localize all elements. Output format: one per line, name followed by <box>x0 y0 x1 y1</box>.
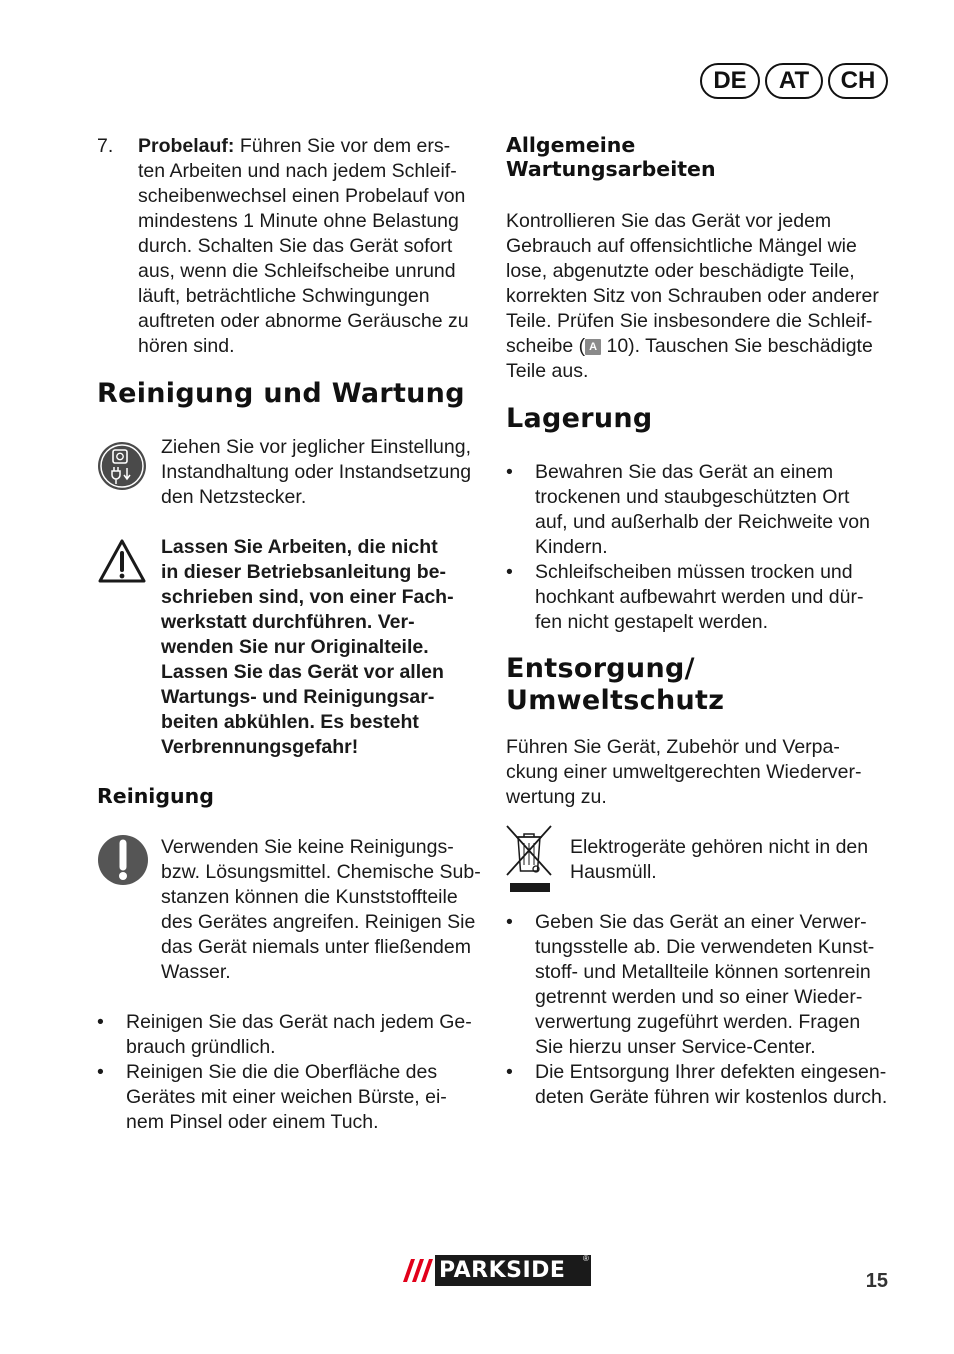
list-item-line: stoff- und Metallteile können sortenrein <box>535 961 871 983</box>
country-badge-de: DE <box>700 63 760 99</box>
unplug-icon <box>97 441 147 491</box>
list-item <box>506 910 906 1060</box>
figure-ref-badge: A <box>585 339 601 355</box>
list-item <box>506 460 906 560</box>
list-item-line: getrennt werden und so einer Wieder- <box>535 986 863 1008</box>
text-line: korrekten Sitz von Schrauben oder anderer <box>506 285 879 307</box>
list-item-line: hochkant aufbewahrt werden und dür- <box>535 586 864 608</box>
warning-line: in dieser Betriebsanleitung be- <box>161 561 446 583</box>
bullet: • <box>506 911 513 933</box>
text-line: wertung zu. <box>506 786 607 808</box>
storage-bullet-list <box>506 460 906 635</box>
list-item-line: Geben Sie das Gerät an einer Verwer- <box>535 911 867 933</box>
registered-mark: ® <box>583 1254 589 1263</box>
country-badge-ch: CH <box>828 63 888 99</box>
step-text-line: scheibenwechsel einen Probelauf von <box>138 185 466 207</box>
step-text-line: durch. Schalten Sie das Gerät sofort <box>138 235 453 257</box>
country-badge-at: AT <box>765 63 823 99</box>
text-line: 10). Tauschen Sie beschädigte <box>601 335 873 357</box>
note-line: stanzen können die Kunststoffteile <box>161 886 458 908</box>
bullet: • <box>97 1011 104 1033</box>
list-item <box>506 560 906 635</box>
warning-text <box>161 535 491 760</box>
list-item-line: trockenen und staubgeschützten Ort <box>535 486 850 508</box>
parkside-logo <box>399 1255 591 1286</box>
note-line: Instandhaltung oder Instandsetzung <box>161 461 472 483</box>
note-line: Elektrogeräte gehören nicht in den <box>570 836 869 858</box>
bullet: • <box>506 461 513 483</box>
page-number: 15 <box>865 1270 888 1292</box>
text-line: Kontrollieren Sie das Gerät vor jedem <box>506 210 832 232</box>
step-title: Probelauf: <box>138 135 235 157</box>
heading-line: Entsorgung/ <box>506 653 695 684</box>
text-line: Führen Sie Gerät, Zubehör und Verpa- <box>506 736 840 758</box>
warning-line: beiten abkühlen. Es besteht <box>161 711 419 733</box>
list-item-line: auf, und außerhalb der Reichweite von <box>535 511 870 533</box>
note-line: Verwenden Sie keine Reinigungs- <box>161 836 454 858</box>
list-item-line: Reinigen Sie die die Oberfläche des <box>126 1061 438 1083</box>
list-item <box>506 1060 906 1110</box>
step-text-line: ten Arbeiten und nach jedem Schleif- <box>138 160 457 182</box>
step-text-line: Führen Sie vor dem ers- <box>234 135 451 157</box>
note-line: des Gerätes angreifen. Reinigen Sie <box>161 911 476 933</box>
exclamation-icon <box>97 834 149 886</box>
list-item-line: nem Pinsel oder einem Tuch. <box>126 1111 379 1133</box>
warning-line: Lassen Sie das Gerät vor allen <box>161 661 444 683</box>
note-line: bzw. Lösungsmittel. Chemische Sub- <box>161 861 481 883</box>
list-item-line: deten Geräte führen wir kostenlos durch. <box>535 1086 888 1108</box>
list-item-line: fen nicht gestapelt werden. <box>535 611 769 633</box>
warning-line: werkstatt durchführen. Ver- <box>161 611 415 633</box>
step-text-line: aus, wenn die Schleifscheibe unrund <box>138 260 456 282</box>
list-item-line: Bewahren Sie das Gerät an einem <box>535 461 834 483</box>
heading-general-maintenance <box>506 133 716 181</box>
text-line: Gebrauch auf offensichtliche Mängel wie <box>506 235 857 257</box>
text-line: lose, abgenutzte oder beschädigte Teile, <box>506 260 855 282</box>
list-item-line: Reinigen Sie das Gerät nach jedem Ge- <box>126 1011 472 1033</box>
list-item-line: tungsstelle ab. Die verwendeten Kunst- <box>535 936 875 958</box>
step-text-line: auftreten oder abnorme Geräusche zu <box>138 310 469 332</box>
list-item <box>97 1060 487 1135</box>
warning-line: Lassen Sie Arbeiten, die nicht <box>161 536 438 558</box>
heading-disposal <box>506 653 724 717</box>
heading-cleaning: Reinigung <box>97 784 214 808</box>
list-item-line: Schleifscheiben müssen trocken und <box>535 561 853 583</box>
stripes-icon <box>399 1255 435 1286</box>
list-item <box>97 1010 487 1060</box>
disposal-bullet-list <box>506 910 906 1110</box>
text-line: scheibe ( <box>506 335 586 357</box>
maintenance-text <box>506 209 906 384</box>
list-item-line: Sie hierzu unser Service-Center. <box>535 1036 816 1058</box>
warning-triangle-icon <box>97 537 147 585</box>
warning-line: Verbrennungsgefahr! <box>161 736 359 758</box>
cleaning-bullet-list <box>97 1010 487 1135</box>
text-line: Teile. Prüfen Sie insbesondere die Schleif- <box>506 310 873 332</box>
list-item-line: Kindern. <box>535 536 608 558</box>
warning-line: wenden Sie nur Originalteile. <box>161 636 429 658</box>
note-line: Wasser. <box>161 961 231 983</box>
bullet: • <box>97 1061 104 1083</box>
heading-storage: Lagerung <box>506 403 653 434</box>
bullet: • <box>506 1061 513 1083</box>
crossed-bin-icon <box>504 823 554 895</box>
list-item-line: brauch gründlich. <box>126 1036 276 1058</box>
note-line: das Gerät niemals unter fließendem <box>161 936 471 958</box>
disposal-text <box>506 735 906 810</box>
warning-line: schrieben sind, von einer Fach- <box>161 586 454 608</box>
step-text-line: läuft, beträchtliche Schwingungen <box>138 285 430 307</box>
cleaning-note <box>161 835 491 985</box>
list-item-line: verwertung zugeführt werden. Fragen <box>535 1011 861 1033</box>
unplug-note <box>161 435 491 510</box>
heading-line: Wartungsarbeiten <box>506 157 716 181</box>
heading-line: Allgemeine <box>506 133 636 157</box>
warning-line: Wartungs- und Reinigungsar- <box>161 686 435 708</box>
heading-cleaning-maintenance: Reinigung und Wartung <box>97 378 465 409</box>
step-text-line: mindestens 1 Minute ohne Belastung <box>138 210 459 232</box>
note-line: den Netzstecker. <box>161 486 307 508</box>
step-text-line: hören sind. <box>138 335 235 357</box>
note-line: Hausmüll. <box>570 861 657 883</box>
list-item-line: Die Entsorgung Ihrer defekten eingesen- <box>535 1061 887 1083</box>
brand-name: PARKSIDE <box>439 1258 566 1283</box>
text-line: ckung einer umweltgerechten Wiederver- <box>506 761 862 783</box>
weee-note <box>570 835 900 885</box>
list-item-line: Gerätes mit einer weichen Bürste, ei- <box>126 1086 447 1108</box>
note-line: Ziehen Sie vor jeglicher Einstellung, <box>161 436 472 458</box>
step-number: 7. <box>97 135 114 157</box>
text-line: Teile aus. <box>506 360 589 382</box>
heading-line: Umweltschutz <box>506 685 725 716</box>
bullet: • <box>506 561 513 583</box>
